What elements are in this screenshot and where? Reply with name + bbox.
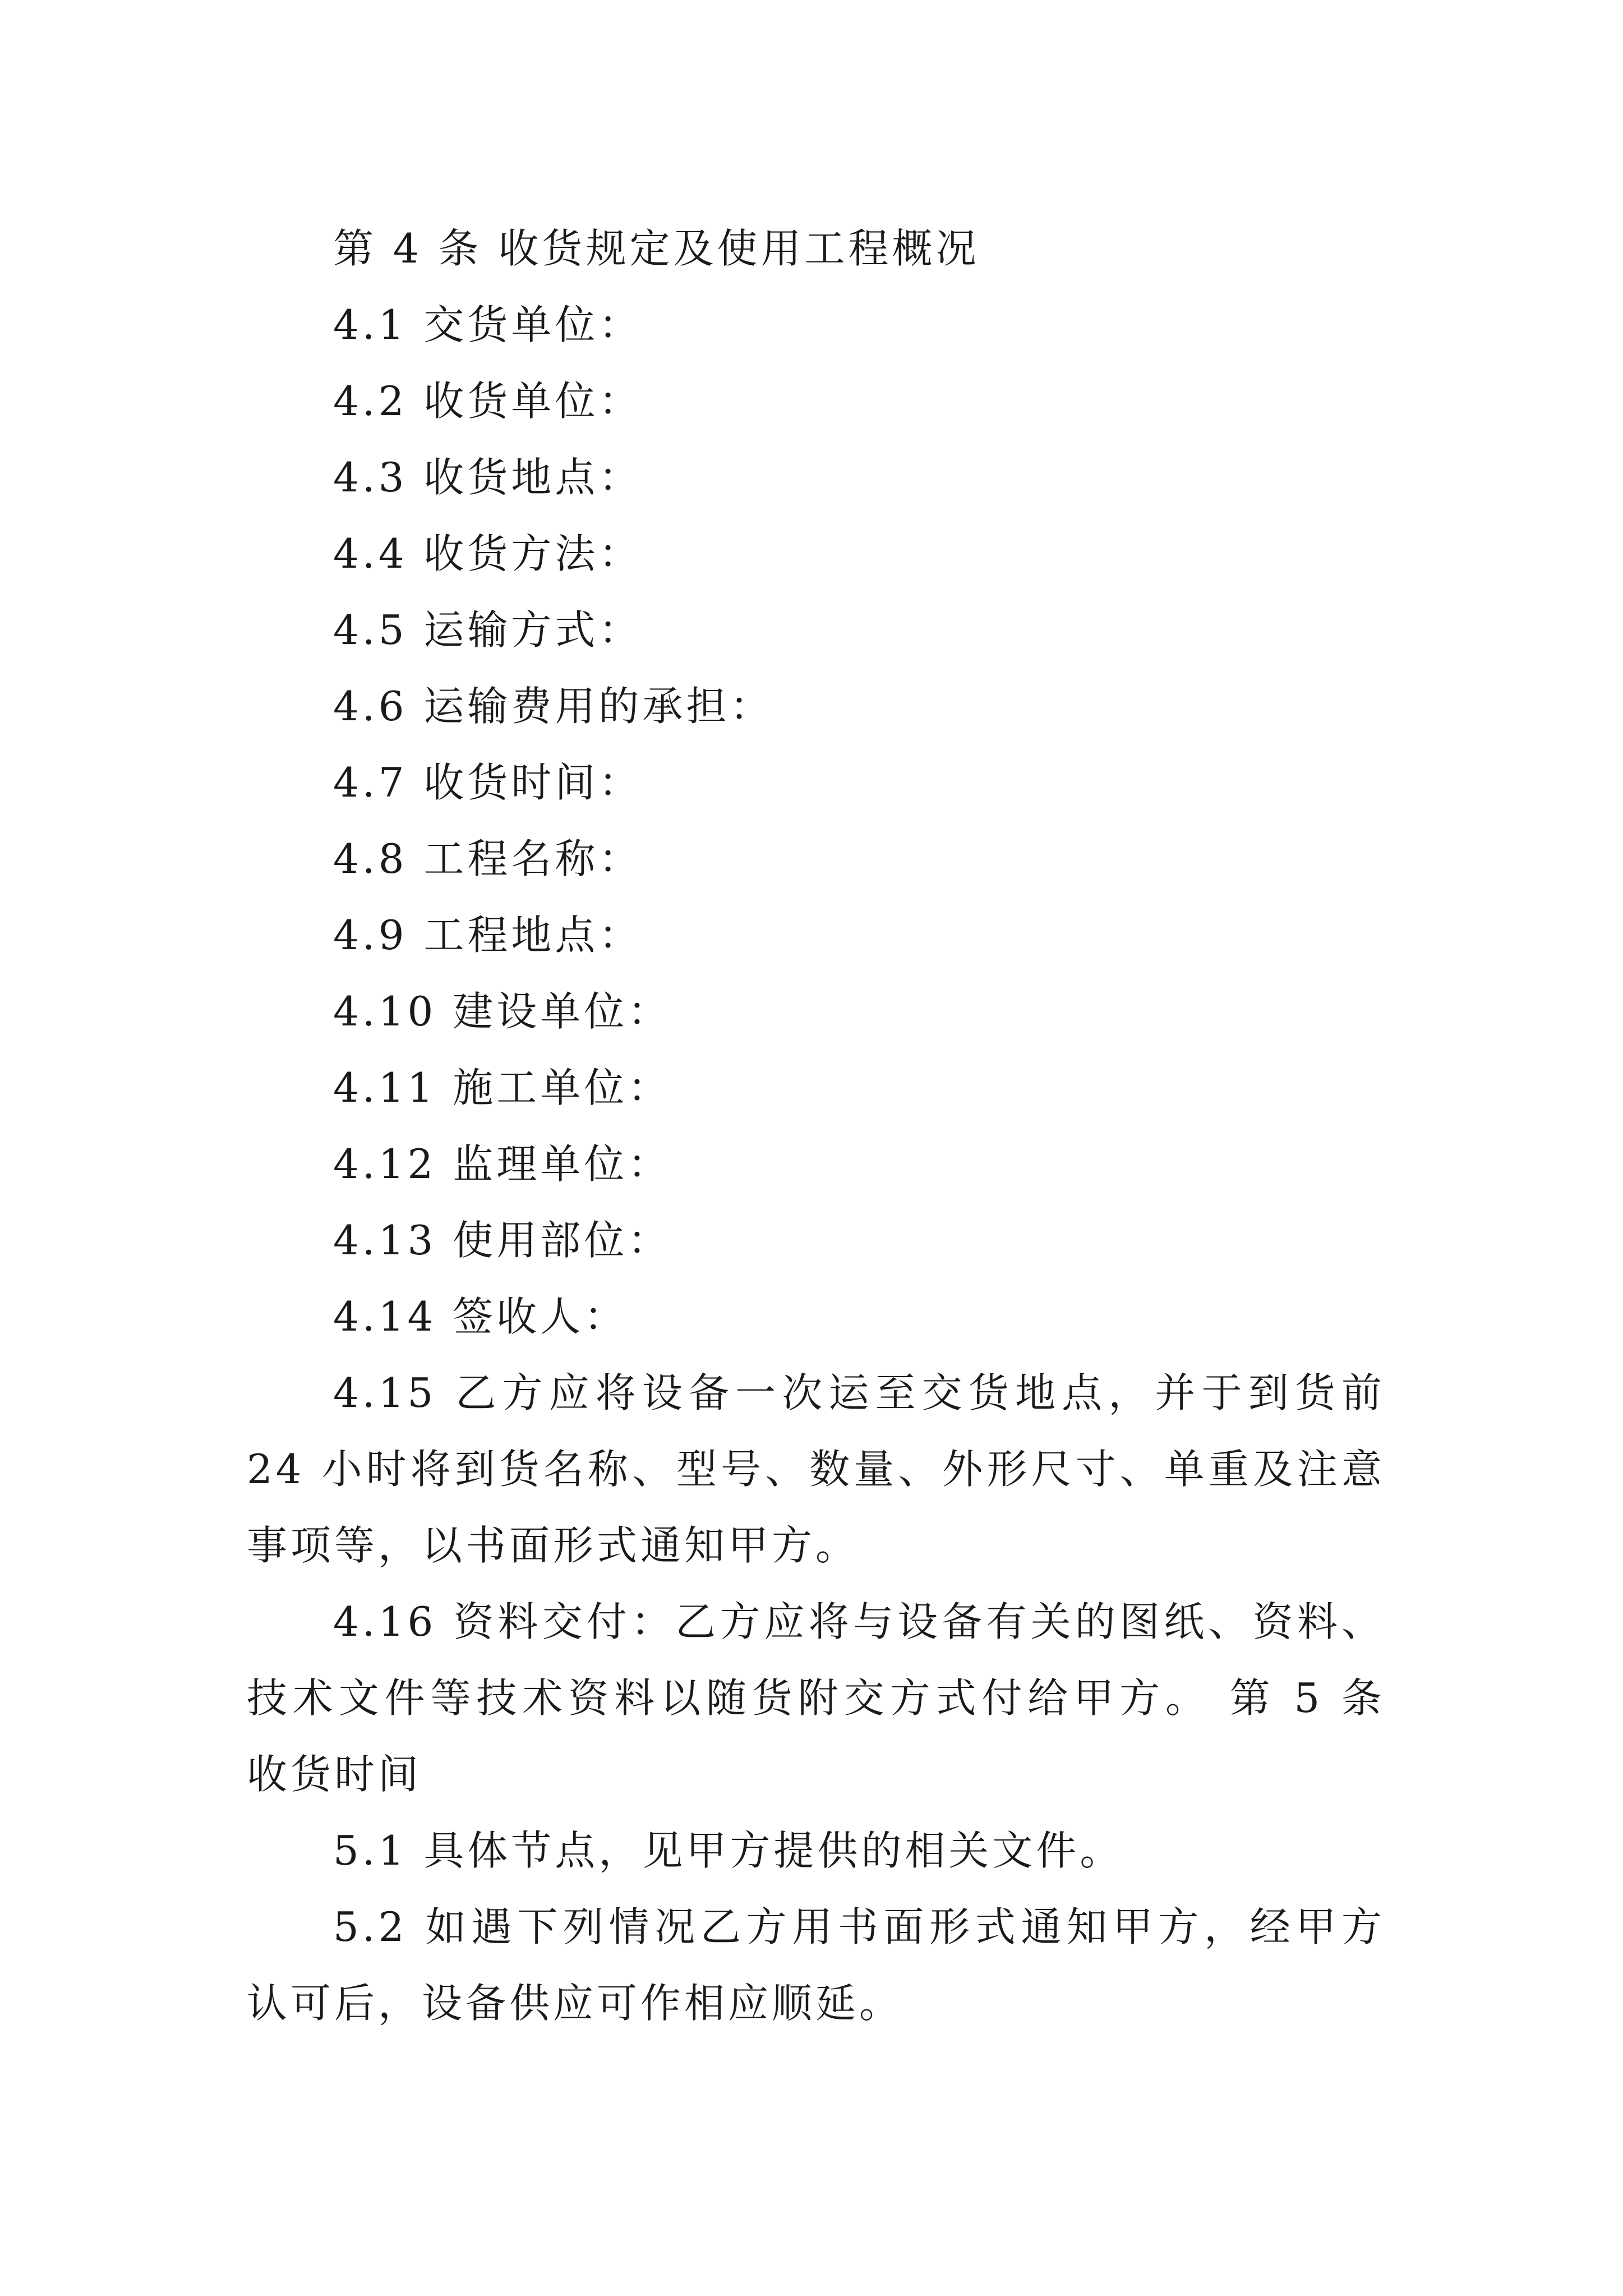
- clause-4-10: 4.10 建设单位：: [333, 988, 672, 1035]
- clause-4-2: 4.2 收货单位：: [333, 378, 643, 425]
- clause-4-1: 4.1 交货单位：: [333, 301, 643, 348]
- clause-4-12: 4.12 监理单位：: [333, 1140, 672, 1188]
- clause-4-9: 4.9 工程地点：: [333, 912, 643, 959]
- document-body: [247, 210, 1385, 2041]
- clause-5-1: 5.1 具体节点，见甲方提供的相关文件。: [333, 1827, 1124, 1874]
- clause-4-3: 4.3 收货地点：: [333, 454, 643, 501]
- clause-5-2: 5.2 如遇下列情况乙方用书面形式通知甲方，经甲方认可后，设备供应可作相应顺延。: [247, 1903, 1385, 2027]
- section-heading-4: 第 4 条 收货规定及使用工程概况: [333, 225, 980, 272]
- clause-4-11: 4.11 施工单位：: [333, 1064, 672, 1111]
- clause-4-6: 4.6 运输费用的承担：: [333, 683, 774, 730]
- clause-4-16: 4.16 资料交付：乙方应将与设备有关的图纸、资料、技术文件等技术资料以随货附交方式付给甲方。 第 5 条 收货时间: [247, 1598, 1385, 1798]
- clause-4-14: 4.14 签收人：: [333, 1293, 628, 1340]
- clause-4-5: 4.5 运输方式：: [333, 606, 643, 654]
- clause-4-15: 4.15 乙方应将设备一次运至交货地点，并于到货前 24 小时将到货名称、型号、数量、外形尺寸、单重及注意事项等，以书面形式通知甲方。: [247, 1369, 1385, 1569]
- clause-4-4: 4.4 收货方法：: [333, 530, 643, 577]
- clause-4-13: 4.13 使用部位：: [333, 1217, 672, 1264]
- clause-4-7: 4.7 收货时间：: [333, 759, 643, 806]
- clause-4-8: 4.8 工程名称：: [333, 835, 643, 882]
